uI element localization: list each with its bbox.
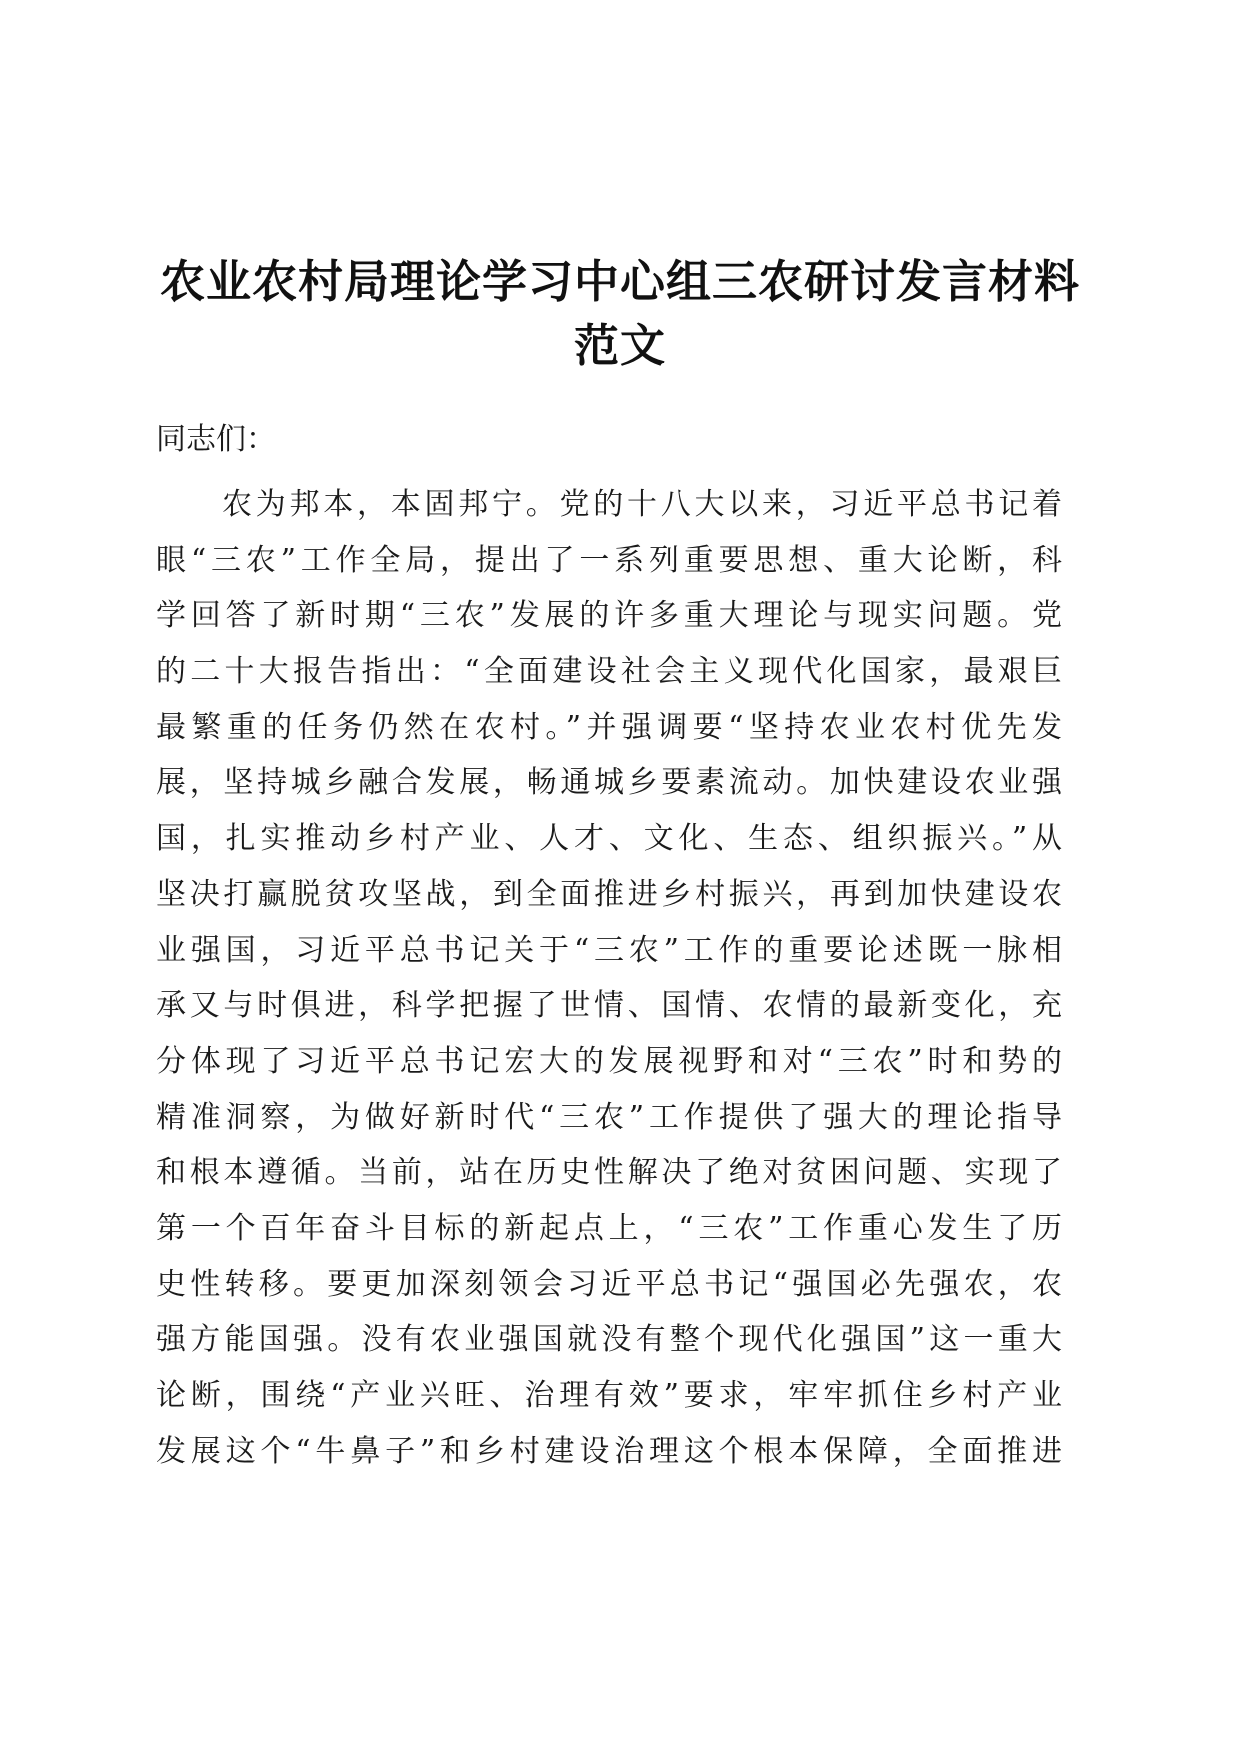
salutation: 同志们： — [156, 422, 276, 457]
title-line-1: 农业农村局理论学习中心组三农研讨发言材料 — [159, 255, 1080, 308]
paragraph-line: 第一个百年奋斗目标的新起点上，“三农”工作重心发生了历 — [156, 1210, 1062, 1246]
paragraph-line: 坚决打赢脱贫攻坚战，到全面推进乡村振兴，再到加快建设农 — [156, 876, 1062, 912]
paragraph-line: 业强国，习近平总书记关于“三农”工作的重要论述既一脉相 — [156, 932, 1062, 968]
paragraph-line: 和根本遵循。当前，站在历史性解决了绝对贫困问题、实现了 — [156, 1155, 1062, 1191]
paragraph-line: 展，坚持城乡融合发展，畅通城乡要素流动。加快建设农业强 — [156, 765, 1062, 801]
paragraph-line: 的二十大报告指出：“全面建设社会主义现代化国家，最艰巨 — [156, 654, 1062, 690]
paragraph-line: 史性转移。要更加深刻领会习近平总书记“强国必先强农，农 — [156, 1266, 1062, 1302]
paragraph-line: 分体现了习近平总书记宏大的发展视野和对“三农”时和势的 — [156, 1043, 1062, 1079]
paragraph-line: 学回答了新时期“三农”发展的许多重大理论与现实问题。党 — [156, 598, 1062, 634]
paragraph-line: 论断，围绕“产业兴旺、治理有效”要求，牢牢抓住乡村产业 — [156, 1378, 1062, 1413]
document-title — [140, 250, 1100, 378]
body-paragraph — [156, 477, 1062, 1479]
paragraph-line: 国，扎实推动乡村产业、人才、文化、生态、组织振兴。”从 — [156, 821, 1062, 857]
paragraph-line: 精准洞察，为做好新时代“三农”工作提供了强大的理论指导 — [156, 1099, 1062, 1135]
paragraph-line: 农为邦本，本固邦宁。党的十八大以来，习近平总书记着 — [222, 487, 1062, 522]
paragraph-line: 最繁重的任务仍然在农村。”并强调要“坚持农业农村优先发 — [156, 709, 1062, 745]
paragraph-line: 眼“三农”工作全局，提出了一系列重要思想、重大论断，科 — [156, 542, 1062, 578]
title-line-2: 范文 — [573, 319, 666, 372]
paragraph-line: 承又与时俱进，科学把握了世情、国情、农情的最新变化，充 — [156, 988, 1062, 1024]
paragraph-line: 发展这个“牛鼻子”和乡村建设治理这个根本保障，全面推进 — [156, 1433, 1062, 1469]
paragraph-line: 强方能国强。没有农业强国就没有整个现代化强国”这一重大 — [156, 1322, 1062, 1358]
